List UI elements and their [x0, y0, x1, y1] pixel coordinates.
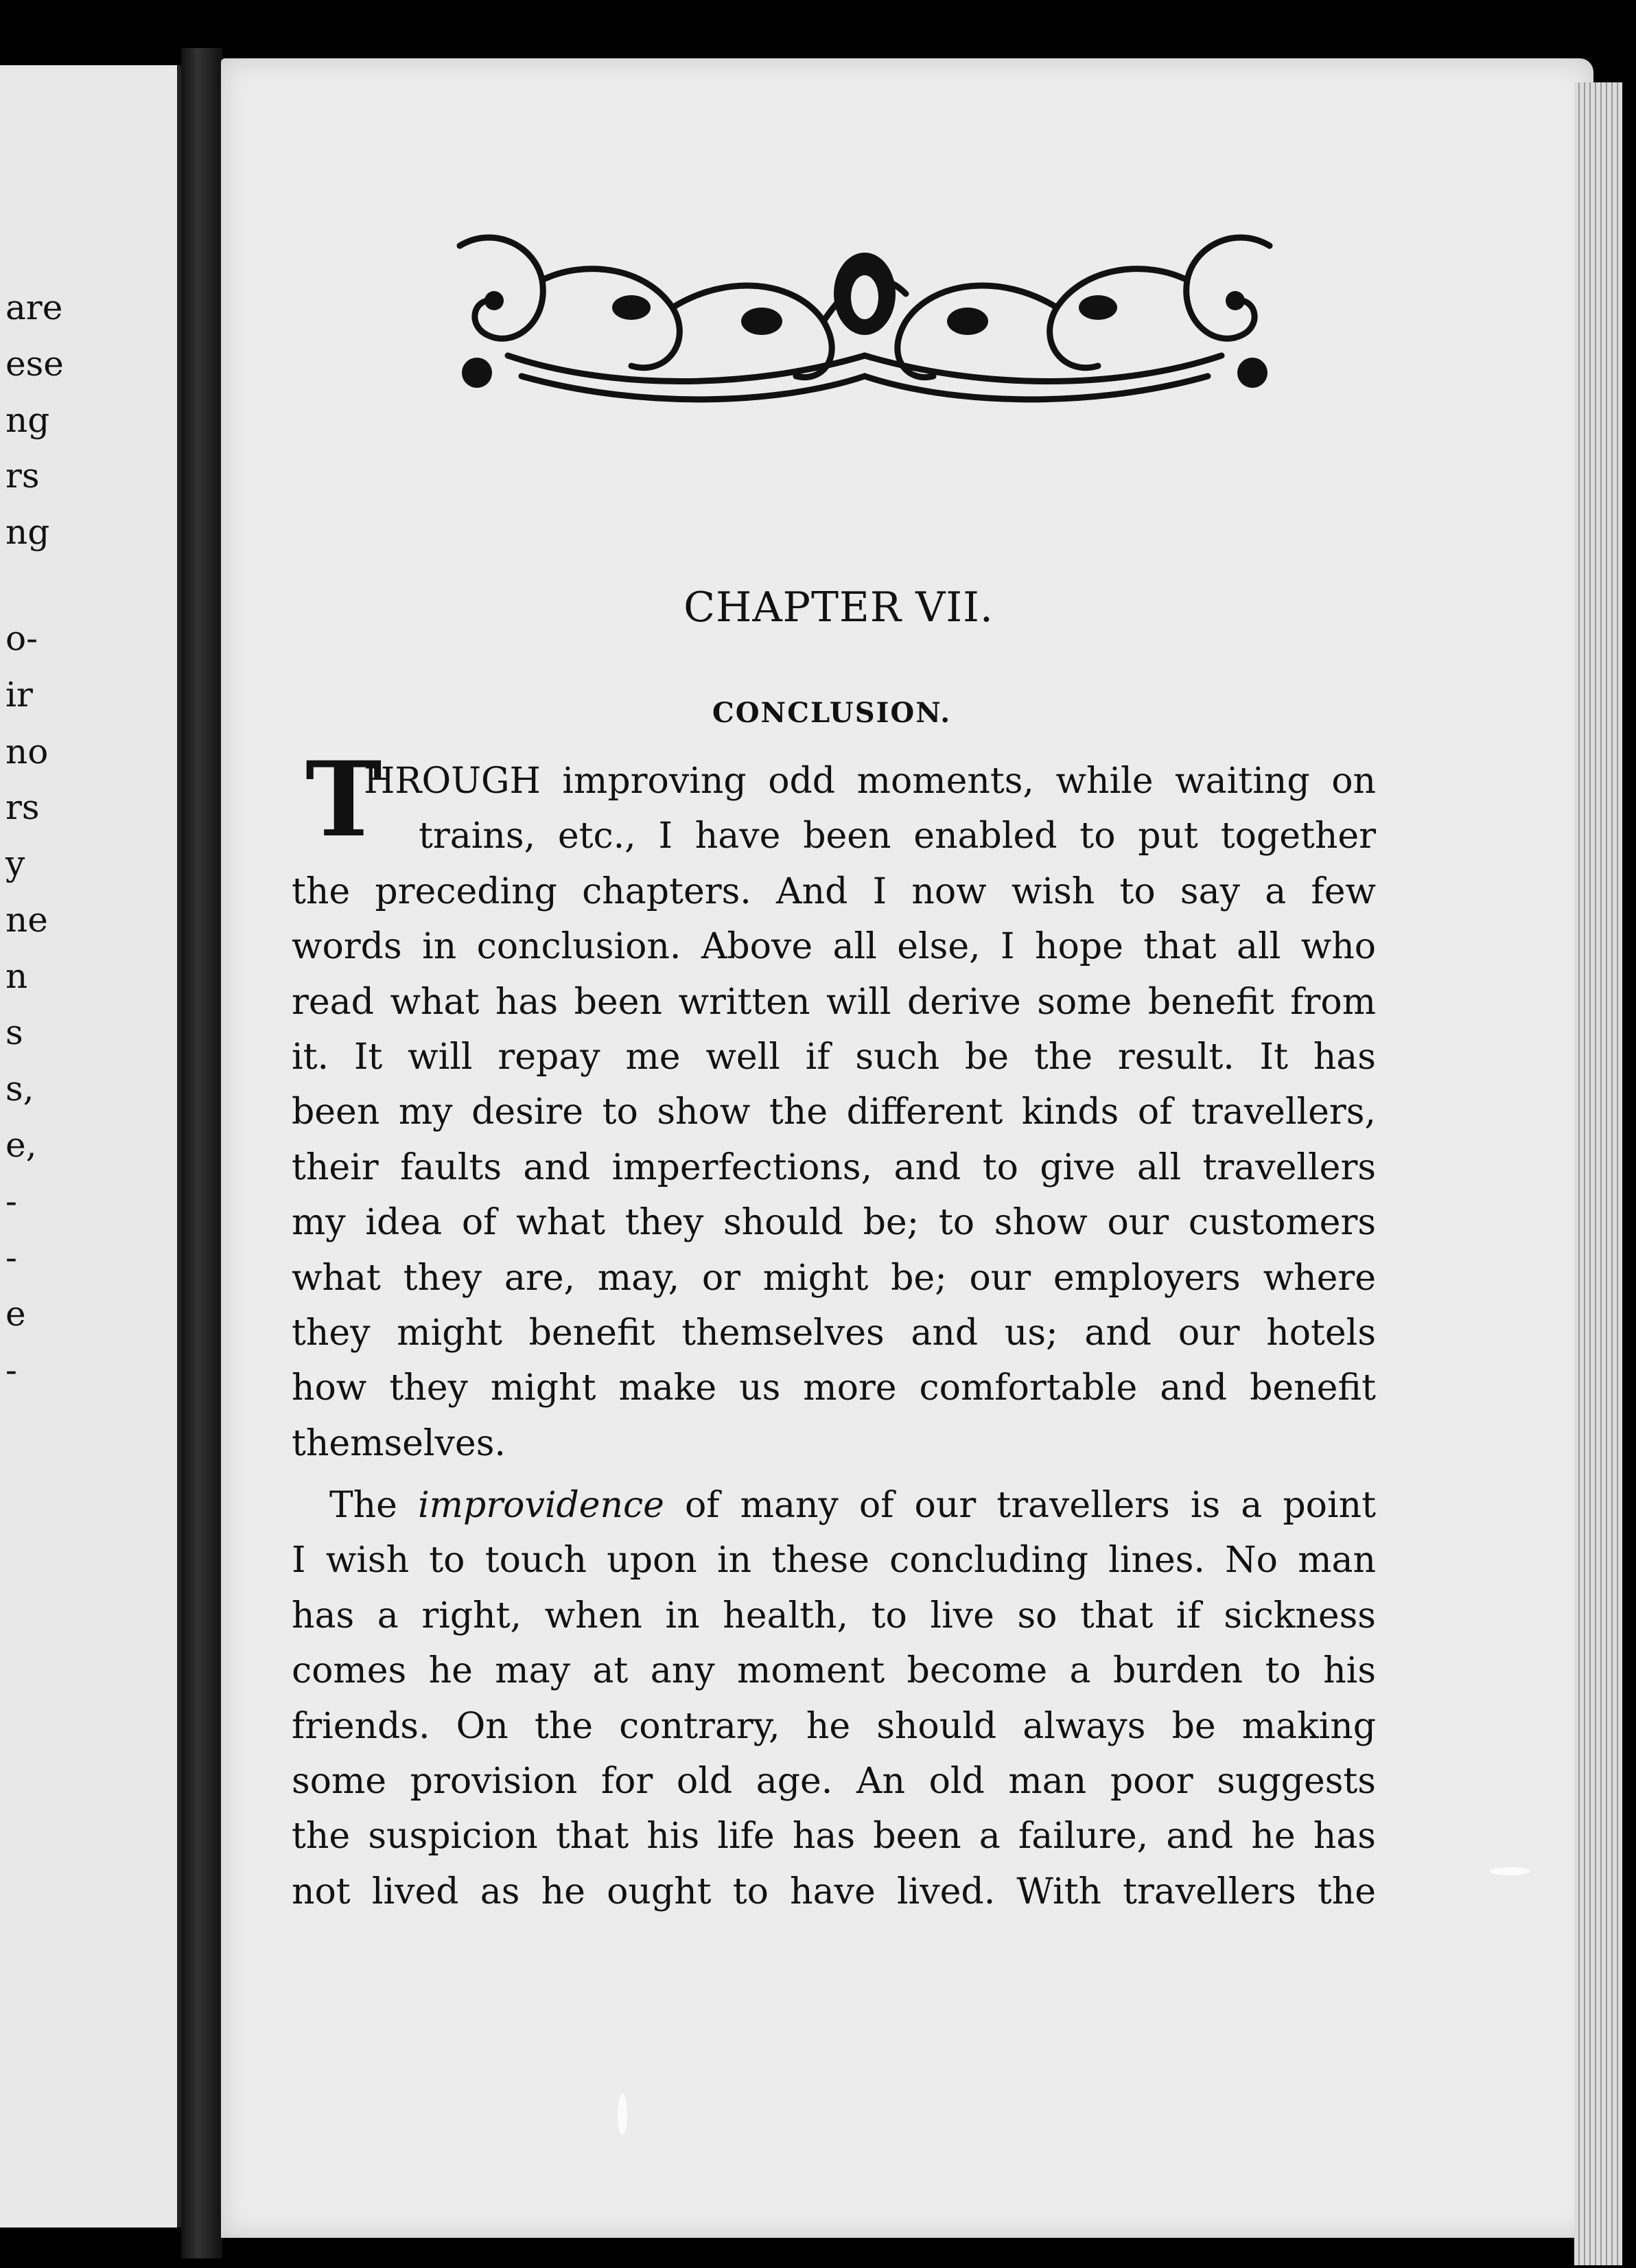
- left-page-edge: [0, 65, 181, 2228]
- text-line: friends. On the contrary, he should always be making: [292, 1705, 1376, 1747]
- left-page-fragment: rs: [5, 456, 40, 496]
- book-gutter: [181, 48, 222, 2258]
- body-text: [292, 754, 1376, 1919]
- page-stack-edge: [1574, 82, 1622, 2265]
- text-line: I wish to touch upon in these concluding lines. No man: [292, 1540, 1376, 1582]
- text-line: words in conclusion. Above all else, I hope that all who: [292, 926, 1376, 968]
- left-page-fragment: ne: [5, 900, 48, 940]
- text-line: themselves.: [292, 1422, 506, 1464]
- scan-speck: [1489, 1867, 1530, 1875]
- left-page-fragment: ng: [5, 512, 50, 552]
- text-line: their faults and imperfections, and to give all travellers: [292, 1146, 1376, 1188]
- left-page-fragment: -: [5, 1238, 17, 1277]
- left-page-fragment: rs: [5, 787, 40, 827]
- left-page-fragment: e: [5, 1294, 26, 1334]
- text-line: has a right, when in health, to live so that if sickness: [292, 1595, 1376, 1636]
- text-line: comes he may at any moment become a burden to his: [292, 1650, 1376, 1692]
- drop-cap: T: [305, 739, 382, 860]
- scan-speck: [618, 2094, 627, 2135]
- left-page-fragment: s: [5, 1012, 23, 1052]
- left-page-fragment: ng: [5, 400, 50, 440]
- left-page-fragment: -: [5, 1350, 17, 1390]
- text-line: what they are, may, or might be; our employers where: [292, 1257, 1376, 1299]
- left-page-fragment: no: [5, 732, 49, 772]
- text-line: The improvidence of many of our travellers is a point: [329, 1485, 1376, 1527]
- text-line: trains, etc., I have been enabled to put together: [419, 815, 1376, 857]
- text-line: they might benefit themselves and us; and our hotels: [292, 1312, 1376, 1354]
- section-title: CONCLUSION.: [712, 697, 952, 729]
- text-line: some provision for old age. An old man poor suggests: [292, 1761, 1376, 1803]
- text-line: the preceding chapters. And I now wish to say a few: [292, 870, 1376, 912]
- italic-word: improvidence: [418, 1485, 664, 1527]
- text-line: read what has been written will derive some benefit from: [292, 981, 1376, 1023]
- left-page-fragment: y: [5, 844, 25, 883]
- left-page-fragment: ese: [5, 344, 64, 384]
- left-page-fragment: ir: [5, 675, 33, 715]
- text-line: my idea of what they should be; to show our customers: [292, 1202, 1376, 1244]
- left-page-fragment: e,: [5, 1125, 37, 1165]
- left-page-fragment: s,: [5, 1069, 34, 1109]
- left-page-fragment: o-: [5, 618, 38, 658]
- text-line: the suspicion that his life has been a failure, and he has: [292, 1816, 1376, 1858]
- left-page-fragment: are: [5, 288, 63, 327]
- text-line: how they might make us more comfortable and benefit: [292, 1367, 1376, 1409]
- text-line: not lived as he ought to have lived. With travellers the: [292, 1871, 1376, 1912]
- scroll-ornament-headpiece: [439, 218, 1290, 424]
- chapter-title: CHAPTER VII.: [683, 583, 994, 632]
- text-line: been my desire to show the different kinds of travellers,: [292, 1091, 1376, 1133]
- left-page-fragment: n: [5, 956, 28, 996]
- left-page-fragment: -: [5, 1181, 17, 1221]
- text-line: it. It will repay me well if such be the result. It has: [292, 1036, 1376, 1078]
- text-line: HROUGH improving odd moments, while waiting on: [364, 761, 1376, 802]
